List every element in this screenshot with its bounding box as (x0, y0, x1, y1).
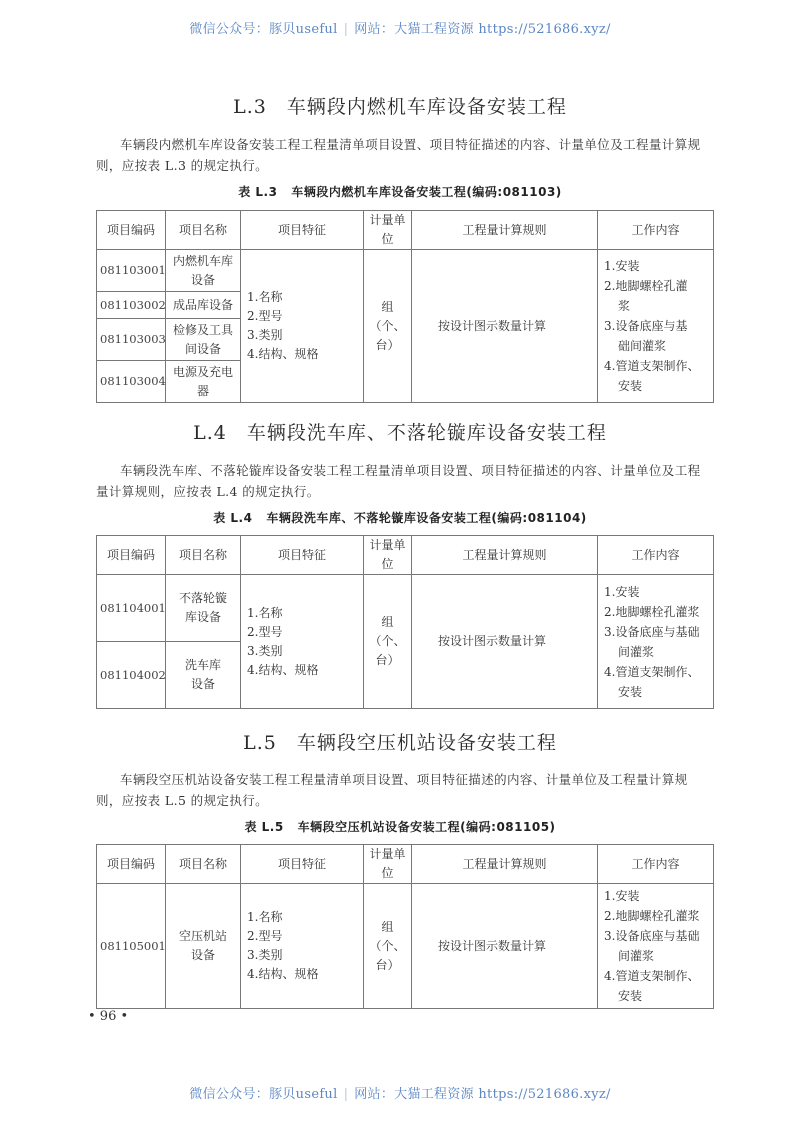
table-row (97, 884, 714, 1009)
work-line: 间灌浆 (618, 949, 655, 963)
header-features: 项目特征 (241, 536, 364, 575)
work-line: 安装 (618, 989, 643, 1003)
watermark-top (0, 18, 800, 37)
work-line: 2.地脚螺栓孔灌浆 (604, 909, 700, 923)
table-header-row (97, 211, 714, 250)
page-number: • 96 • (88, 1009, 129, 1024)
work-line: 4.管道支架制作、 (604, 359, 700, 373)
header-rule: 工程量计算规则 (412, 211, 598, 250)
item-code: 081103002 (97, 292, 166, 319)
feature-line: 3.类别 (247, 643, 283, 658)
item-work (598, 884, 714, 1009)
section-title-l4 (0, 418, 800, 445)
header-features: 项目特征 (241, 211, 364, 250)
feature-line: 2.型号 (247, 309, 283, 323)
feature-line: 2.型号 (247, 624, 283, 639)
unit-alt: （个、台） (369, 318, 406, 352)
header-work: 工作内容 (598, 211, 714, 250)
work-line: 3.设备底座与基础 (604, 624, 700, 639)
feature-line: 2.型号 (247, 929, 283, 943)
item-features (241, 250, 364, 403)
header-name: 项目名称 (166, 845, 241, 884)
item-name: 电源及充电器 (166, 361, 241, 403)
item-code: 081103001 (97, 250, 166, 292)
item-name: 内燃机车库设备 (166, 250, 241, 292)
table-l3 (96, 210, 714, 403)
section-number: L.4 (193, 422, 227, 444)
work-line: 4.管道支架制作、 (604, 969, 700, 983)
table-header-row (97, 845, 714, 884)
unit-alt: （个、台） (369, 938, 406, 972)
item-name: 不落轮镟库设备 (166, 575, 241, 642)
section-heading: 车辆段内燃机车库设备安装工程 (286, 96, 567, 118)
header-work: 工作内容 (598, 845, 714, 884)
work-line: 3.设备底座与基 (604, 319, 688, 333)
work-line: 4.管道支架制作、 (604, 664, 700, 679)
watermark-bottom (0, 1083, 800, 1102)
item-features (241, 575, 364, 709)
work-line: 1.安装 (604, 889, 640, 903)
item-code: 081104001 (97, 575, 166, 642)
section-number: L.5 (243, 732, 277, 754)
feature-line: 4.结构、规格 (247, 662, 319, 677)
feature-line: 3.类别 (247, 328, 283, 342)
table-l5 (96, 844, 714, 1009)
watermark-separator: | (343, 1087, 349, 1102)
feature-line: 4.结构、规格 (247, 347, 319, 361)
section-paragraph-l3: 车辆段内燃机车库设备安装工程工程量清单项目设置、项目特征描述的内容、计量单位及工程量计算规则，应按表 L.3 的规定执行。 (96, 137, 701, 173)
item-unit (364, 250, 412, 403)
section-paragraph-l4: 车辆段洗车库、不落轮镟库设备安装工程工程量清单项目设置、项目特征描述的内容、计量单位及工程量计算规则，应按表 L.4 的规定执行。 (96, 463, 701, 499)
feature-line: 1.名称 (247, 290, 283, 304)
work-line: 间灌浆 (618, 644, 655, 659)
item-unit (364, 884, 412, 1009)
work-line: 2.地脚螺栓孔灌浆 (604, 604, 700, 619)
item-work (598, 250, 714, 403)
watermark-site: 网站：大猫工程资源 https://521686.xyz/ (354, 22, 611, 37)
header-code: 项目编码 (97, 211, 166, 250)
work-line: 1.安装 (604, 259, 640, 273)
table-row (97, 250, 714, 292)
header-unit: 计量单位 (364, 845, 412, 884)
feature-line: 4.结构、规格 (247, 967, 319, 981)
item-features (241, 884, 364, 1009)
table-caption-l5 (0, 818, 800, 835)
item-name: 洗车库设备 (166, 642, 241, 709)
work-line: 1.安装 (604, 584, 640, 599)
item-rule: 按设计图示数量计算 (412, 884, 598, 1009)
unit-main: 组 (381, 919, 394, 934)
watermark-wechat: 微信公众号：豚贝useful (189, 22, 338, 37)
header-unit: 计量单位 (364, 211, 412, 250)
table-caption-l4 (0, 509, 800, 526)
header-code: 项目编码 (97, 536, 166, 575)
feature-line: 1.名称 (247, 605, 283, 620)
work-line: 安装 (618, 379, 643, 393)
watermark-wechat: 微信公众号：豚贝useful (189, 1087, 338, 1102)
table-caption-number: 表 L.4 (213, 511, 253, 525)
work-line: 2.地脚螺栓孔灌 (604, 279, 688, 293)
table-row (97, 575, 714, 642)
table-caption-number: 表 L.3 (238, 185, 278, 199)
item-work (598, 575, 714, 709)
work-line: 浆 (618, 299, 631, 313)
section-paragraph-l5: 车辆段空压机站设备安装工程工程量清单项目设置、项目特征描述的内容、计量单位及工程量计算规则，应按表 L.5 的规定执行。 (96, 772, 688, 808)
item-rule: 按设计图示数量计算 (412, 250, 598, 403)
table-l4 (96, 535, 714, 709)
item-code: 081105001 (97, 884, 166, 1009)
header-name: 项目名称 (166, 211, 241, 250)
watermark-site: 网站：大猫工程资源 https://521686.xyz/ (354, 1087, 611, 1102)
work-line: 3.设备底座与基础 (604, 929, 700, 943)
unit-main: 组 (381, 615, 394, 629)
item-name: 成品库设备 (166, 292, 241, 319)
table-header-row (97, 536, 714, 575)
section-title-l3 (0, 92, 800, 119)
section-heading: 车辆段洗车库、不落轮镟库设备安装工程 (246, 422, 607, 444)
item-code: 081103004 (97, 361, 166, 403)
header-rule: 工程量计算规则 (412, 845, 598, 884)
feature-line: 3.类别 (247, 948, 283, 962)
watermark-separator: | (343, 22, 349, 37)
unit-alt: （个、台） (369, 634, 406, 667)
table-caption-title: 车辆段洗车库、不落轮镟库设备安装工程(编码:081104) (266, 511, 587, 525)
feature-line: 1.名称 (247, 910, 283, 924)
header-unit: 计量单位 (364, 536, 412, 575)
table-caption-title: 车辆段空压机站设备安装工程(编码:081105) (297, 820, 556, 834)
section-title-l5 (0, 728, 800, 755)
header-code: 项目编码 (97, 845, 166, 884)
item-name: 检修及工具间设备 (166, 319, 241, 361)
section-number: L.3 (233, 96, 267, 118)
item-code: 081103003 (97, 319, 166, 361)
item-name: 空压机站设备 (166, 884, 241, 1009)
header-name: 项目名称 (166, 536, 241, 575)
work-line: 安装 (618, 684, 643, 699)
header-rule: 工程量计算规则 (412, 536, 598, 575)
table-caption-number: 表 L.5 (244, 820, 284, 834)
work-line: 础间灌浆 (618, 339, 667, 353)
table-caption-l3 (0, 183, 800, 200)
section-heading: 车辆段空压机站设备安装工程 (296, 732, 557, 754)
item-unit (364, 575, 412, 709)
unit-main: 组 (381, 299, 394, 314)
header-work: 工作内容 (598, 536, 714, 575)
table-caption-title: 车辆段内燃机车库设备安装工程(编码:081103) (291, 185, 562, 199)
header-features: 项目特征 (241, 845, 364, 884)
item-rule: 按设计图示数量计算 (412, 575, 598, 709)
item-code: 081104002 (97, 642, 166, 709)
